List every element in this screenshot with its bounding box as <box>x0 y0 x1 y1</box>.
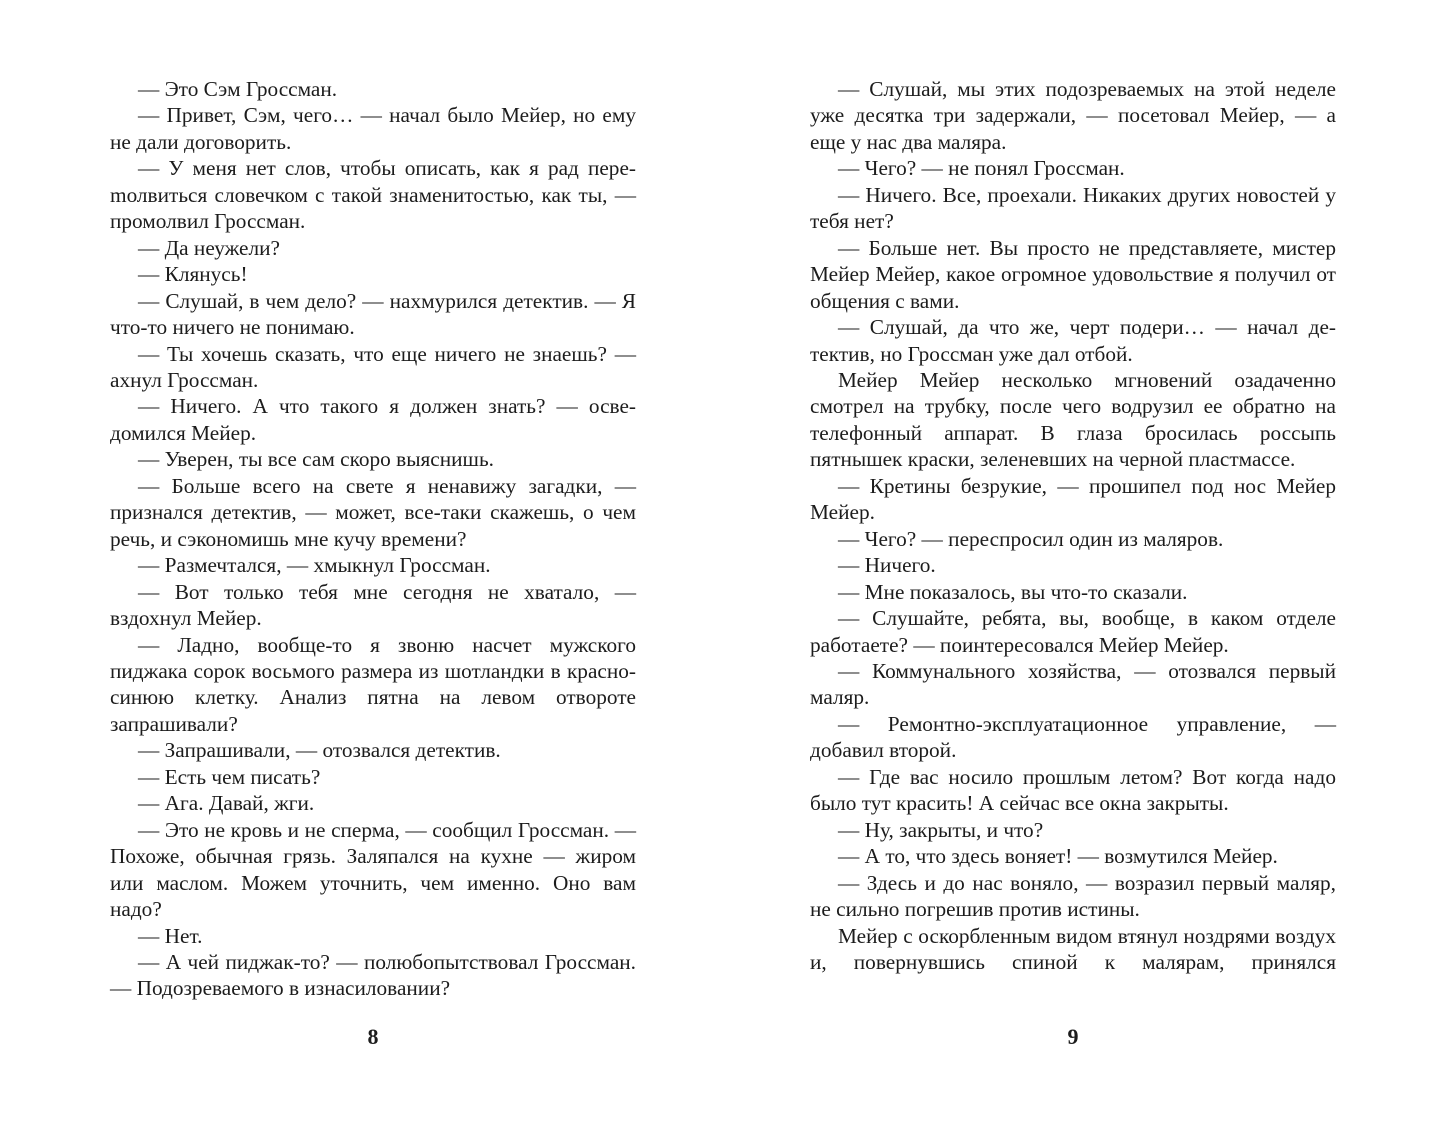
left-page-text <box>110 76 636 1002</box>
paragraph: — Здесь и до нас воняло, — возразил первый маляр, не сильно погрешив против истины. <box>810 870 1336 922</box>
right-page <box>810 76 1336 975</box>
paragraph: — Больше нет. Вы просто не представляете, мистер Мейер Мейер, какое огромное удовольствие я получил от общения с вами. <box>810 235 1336 313</box>
paragraph: — Ладно, вообще-то я звоню насчет мужского пиджака сорок восьмого размера из шотландки в красно-синюю клетку. Анализ пятна на левом отвороте запрашивали? <box>110 632 636 736</box>
paragraph: — Больше всего на свете я ненавижу загадки, — признался детектив, — может, все-таки скажешь, о чем речь, и сэкономишь мне кучу времени? <box>110 473 636 551</box>
paragraph: — Слушай, в чем дело? — нахмурился детектив. — Я что-то ничего не понимаю. <box>110 288 636 340</box>
paragraph: — Слушай, да что же, черт подери… — начал детектив, но Гроссман уже дал отбой. <box>810 315 1336 366</box>
paragraph: — У меня нет слов, чтобы описать, как я рад переmолвиться словечком с такой знаменитостью, как ты, — промолвил Гроссман. <box>110 156 636 234</box>
paragraph: — Уверен, ты все сам скоро выяснишь. <box>138 447 494 472</box>
paragraph: — Ничего. <box>838 553 936 578</box>
paragraph: — Привет, Сэм, чего… — начал было Мейер, но ему не дали договорить. <box>110 103 636 154</box>
paragraph: — Вот только тебя мне сегодня не хватало, — вздохнул Мейер. <box>110 579 636 631</box>
paragraph: — Это Сэм Гроссман. <box>138 77 338 101</box>
paragraph: — Клянусь! <box>138 262 248 287</box>
paragraph: — Где вас носило прошлым летом? Вот когда надо было тут красить! А сейчас все окна закрыты. <box>810 764 1336 816</box>
left-page <box>110 76 636 1002</box>
paragraph: — Ты хочешь сказать, что еще ничего не знаешь? — ахнул Гроссман. <box>110 341 636 392</box>
page-number-left: 8 <box>367 1024 379 1049</box>
paragraph: — А то, что здесь воняет! — возмутился Мейер. <box>838 844 1278 869</box>
paragraph: — Размечтался, — хмыкнул Гроссман. <box>138 553 491 578</box>
paragraph: — А чей пиджак-то? — полюбопытствовал Гроссман. — Подозреваемого в изнасиловании? <box>110 949 636 1001</box>
paragraph: — Ничего. А что такого я должен знать? — осведомился Мейер. <box>110 394 636 445</box>
page-number-right: 9 <box>1067 1024 1079 1049</box>
paragraph: — Мне показалось, вы что-то сказали. <box>838 579 1188 604</box>
paragraph: — Запрашивали, — отозвался детектив. <box>138 738 501 763</box>
paragraph: — Это не кровь и не сперма, — сообщил Гроссман. — Похоже, обычная грязь. Заляпался на кухне — жиром или маслом. Можем уточнить, чем именно. Оно вам надо? <box>110 817 636 922</box>
paragraph: — Слушай, мы этих подозреваемых на этой неделе уже десятка три задержали, — посетовал Мейер, — а еще у нас два маляра. <box>810 77 1336 154</box>
paragraph: — Есть чем писать? <box>138 764 321 789</box>
paragraph: — Да неужели? <box>138 235 280 260</box>
paragraph: — Коммунального хозяйства, — отозвался первый маляр. <box>810 658 1336 710</box>
paragraph: — Нет. <box>138 923 203 948</box>
paragraph: — Ага. Давай, жги. <box>138 791 315 816</box>
paragraph: — Кретины безрукие, — прошипел под нос Мейер Мейер. <box>810 473 1336 525</box>
paragraph: — Слушайте, ребята, вы, вообще, в каком отделе работаете? — поинтересовался Мейер Мейер. <box>810 606 1336 657</box>
paragraph: — Ничего. Все, проехали. Никаких других новостей у тебя нет? <box>810 182 1336 234</box>
paragraph: — Чего? — переспросил один из маляров. <box>838 526 1224 551</box>
paragraph: — Ну, закрыты, и что? <box>838 817 1044 842</box>
paragraph: Мейер с оскорбленным видом втянул ноздрями воздух и, повернувшись спиной к малярам, принялся <box>810 923 1336 974</box>
right-page-text <box>810 76 1336 975</box>
paragraph: — Ремонтно-эксплуатационное управление, — добавил второй. <box>810 711 1336 763</box>
paragraph: Мейер Мейер несколько мгновений озадаченно смотрел на трубку, после чего водрузил ее обратно на телефонный аппарат. В глаза бросилась россыпь пятнышек краски, зеленевших на черной пластмассе. <box>810 367 1336 472</box>
paragraph: — Чего? — не понял Гроссман. <box>838 156 1125 181</box>
